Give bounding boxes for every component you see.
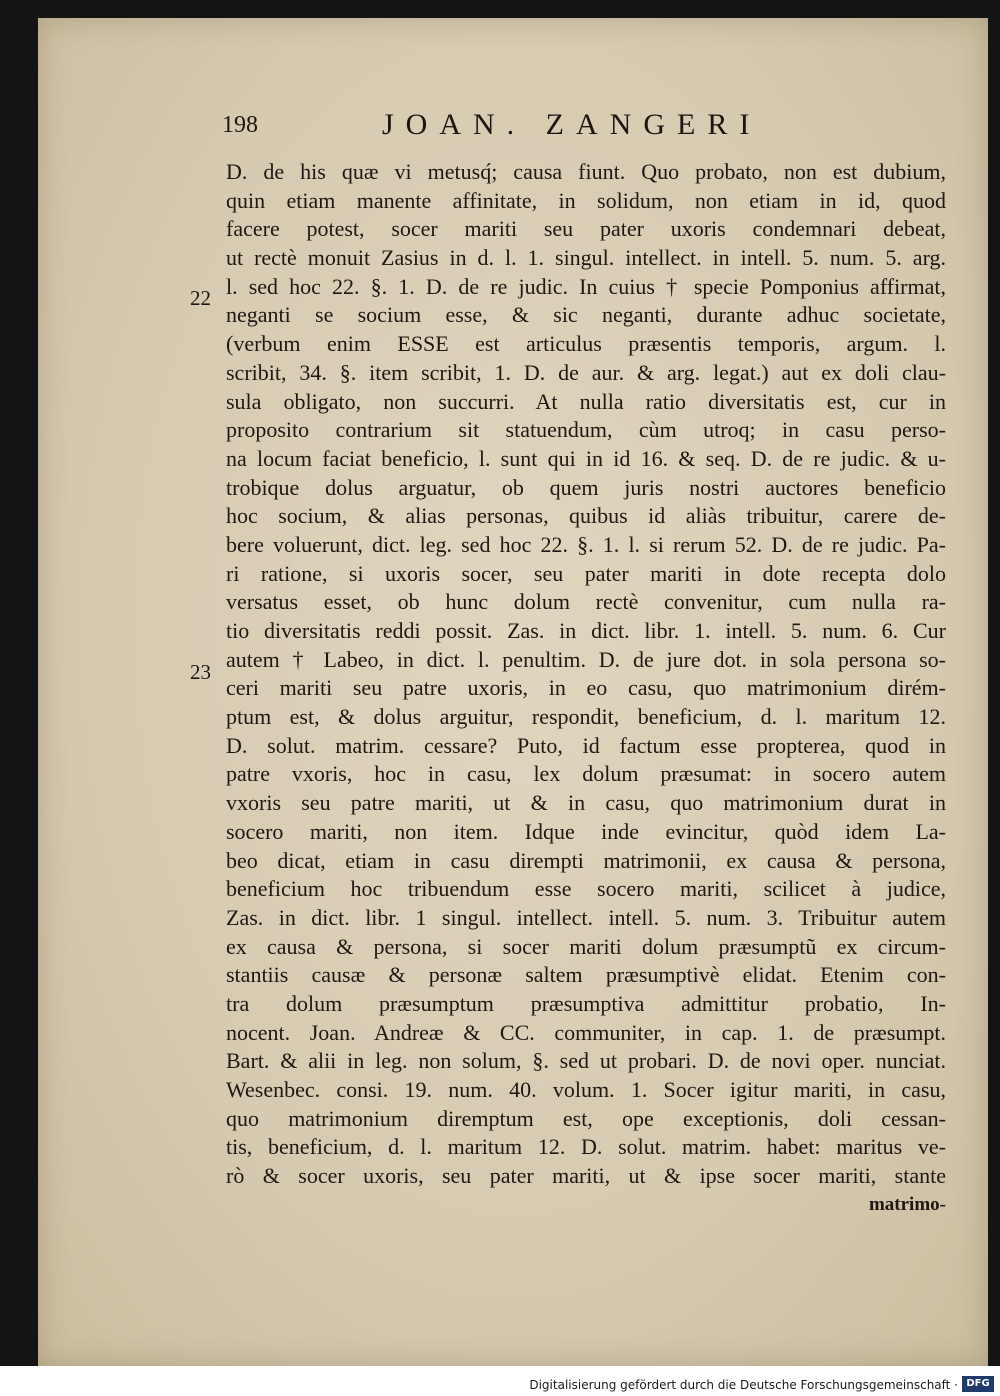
text-line: ut rectè monuit Zasius in d. l. 1. singul. intellect. in intell. 5. num. 5. arg.: [226, 245, 946, 271]
text-line: patre vxoris, hoc in casu, lex dolum præsumat: in socero autem: [226, 761, 946, 787]
text-line: vxoris seu patre mariti, ut & in casu, quo matrimonium durat in: [226, 790, 946, 816]
text-line: ex causa & persona, si socer mariti dolum præsumptũ ex circum-: [226, 933, 946, 959]
text-line: l. sed hoc 22. §. 1. D. de re judic. In cuius † specie Pomponius affirmat,: [226, 273, 946, 299]
text-line: hoc socium, & alias personas, quibus id aliàs tribuitur, carere de-: [226, 503, 946, 529]
text-line: ri ratione, si uxoris socer, seu pater mariti in dote recepta dolo: [226, 560, 946, 586]
catchword: matrimo-: [868, 1193, 946, 1215]
body-text: [226, 158, 946, 1219]
text-line: beo dicat, etiam in casu dirempti matrimonii, ex causa & persona,: [226, 847, 946, 873]
text-line: bere voluerunt, dict. leg. sed hoc 22. §. 1. l. si rerum 52. D. de re judic. Pa-: [226, 531, 946, 557]
text-line: rò & socer uxoris, seu pater mariti, ut & ipse socer mariti, stante: [226, 1163, 946, 1189]
text-line: proposito contrarium sit statuendum, cùm utroq; in casu perso-: [226, 417, 946, 443]
text-line: na locum faciat beneficio, l. sunt qui in id 16. & seq. D. de re judic. & u-: [226, 445, 946, 471]
text-line: D. solut. matrim. cessare? Puto, id factum esse propterea, quod in: [226, 732, 946, 758]
page-header: [222, 108, 942, 148]
text-line: nocent. Joan. Andreæ & CC. communiter, in cap. 1. de præsumpt.: [226, 1019, 946, 1045]
text-line: socero mariti, non item. Idque inde evincitur, quòd idem La-: [226, 818, 946, 844]
text-line: autem † Labeo, in dict. l. penultim. D. de jure dot. in sola persona so-: [226, 646, 946, 672]
text-line: scribit, 34. §. item scribit, 1. D. de aur. & arg. legat.) aut ex doli clau-: [226, 359, 946, 385]
margin-number: 22: [190, 286, 211, 310]
footer-bar: [0, 1366, 1000, 1396]
text-line: Zas. in dict. libr. 1 singul. intellect. intell. 5. num. 3. Tribuitur autem: [226, 904, 946, 930]
footer-credit: Digitalisierung gefördert durch die Deutsche Forschungsgemeinschaft ·: [529, 1378, 958, 1392]
dfg-logo-icon: DFG: [962, 1376, 994, 1392]
running-head: JOAN. ZANGERI: [382, 108, 762, 141]
text-line: tra dolum præsumptum præsumptiva admittitur probatio, In-: [226, 990, 946, 1016]
text-line: stantiis causæ & personæ saltem præsumptivè elidat. Etenim con-: [226, 962, 946, 988]
text-line: tio diversitatis reddi possit. Zas. in dict. libr. 1. intell. 5. num. 6. Cur: [226, 618, 946, 643]
text-line: tis, beneficium, d. l. maritum 12. D. solut. matrim. habet: maritus ve-: [226, 1134, 946, 1160]
page-number: 198: [222, 112, 258, 138]
text-line: trobique dolus arguatur, ob quem juris nostri auctores beneficio: [226, 474, 946, 500]
text-line: D. de his quæ vi metusq́; causa fiunt. Quo probato, non est dubium,: [226, 159, 946, 184]
text-line: neganti se socium esse, & sic neganti, durante adhuc societate,: [226, 302, 946, 328]
text-line: ptum est, & dolus arguitur, respondit, beneficium, d. l. maritum 12.: [226, 704, 946, 730]
text-line: Bart. & alii in leg. non solum, §. sed ut probari. D. de novi oper. nunciat.: [226, 1048, 946, 1074]
text-line: versatus esset, ob hunc dolum rectè convenitur, cum nulla ra-: [226, 589, 946, 615]
margin-number: 23: [190, 660, 211, 684]
text-line: quo matrimonium diremptum est, ope exceptionis, doli cessan-: [226, 1105, 946, 1131]
text-line: quin etiam manente affinitate, in solidum, non etiam in id, quod: [226, 187, 946, 213]
text-line: beneficium hoc tribuendum esse socero mariti, scilicet à judice,: [226, 876, 946, 902]
text-line: (verbum enim ESSE est articulus præsentis temporis, argum. l.: [226, 331, 946, 357]
text-line: sula obligato, non succurri. At nulla ratio diversitatis est, cur in: [226, 388, 946, 414]
text-line: facere potest, socer mariti seu pater uxoris condemnari debeat,: [226, 216, 946, 242]
text-line: ceri mariti seu patre uxoris, in eo casu, quo matrimonium dirém-: [226, 675, 946, 701]
text-line: Wesenbec. consi. 19. num. 40. volum. 1. Socer igitur mariti, in casu,: [226, 1077, 946, 1102]
